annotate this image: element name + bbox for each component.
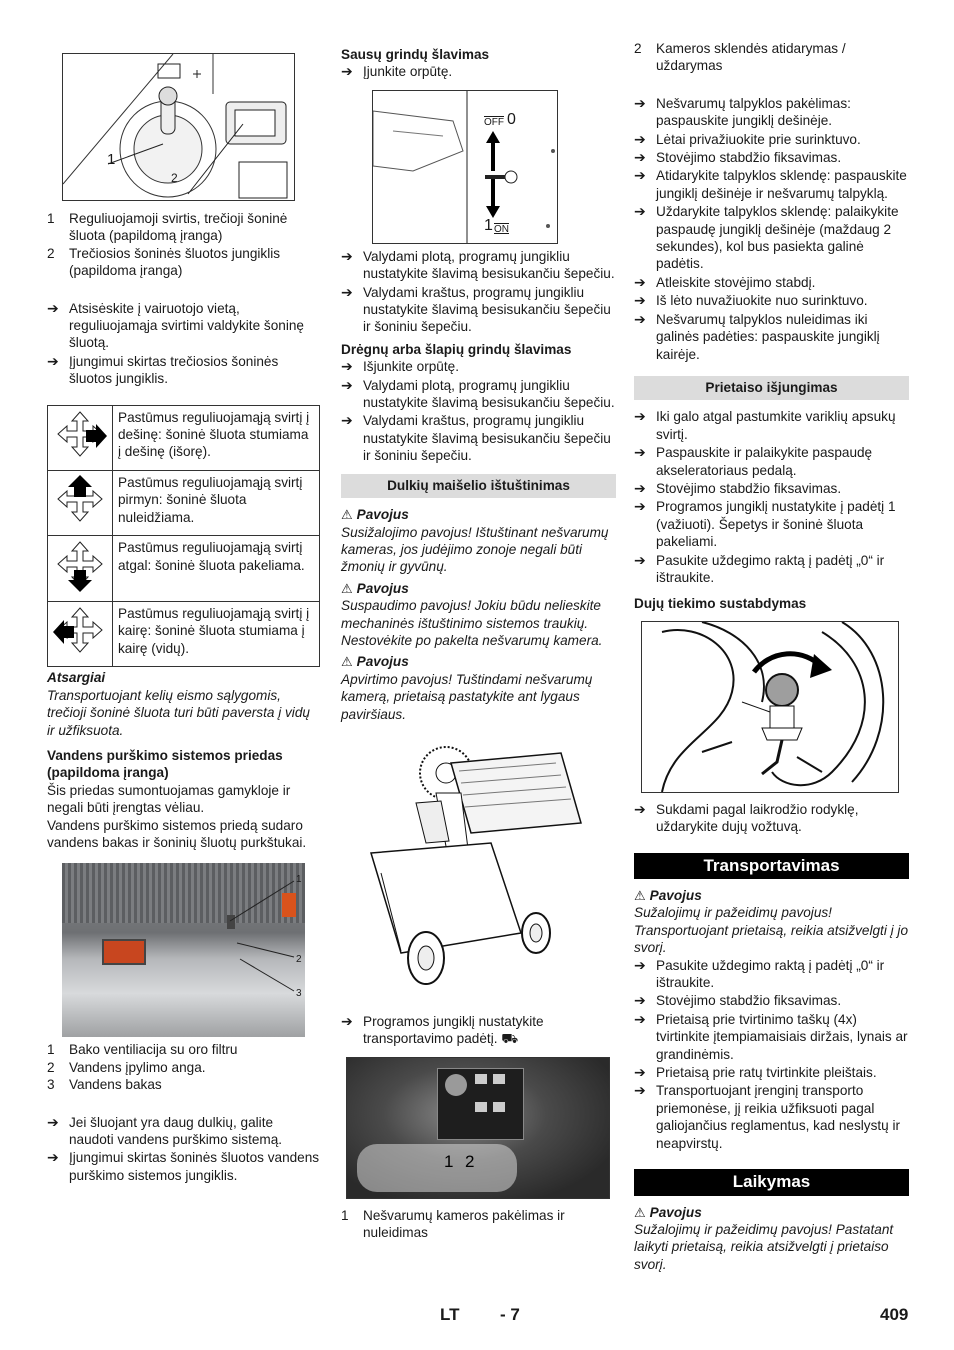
list-item: 1 Nešvarumų kameros pakėlimas ir nuleidimas	[341, 1207, 565, 1241]
column-2	[341, 46, 616, 1242]
instruction-step: ➔ Paspauskite ir palaikykite paspaudę akseleratoriaus pedalą.	[634, 444, 873, 478]
arrow-right-icon: ➔	[634, 956, 646, 973]
instruction-step: ➔ Stovėjimo stabdžio fiksavimas.	[634, 149, 842, 166]
column-1	[47, 40, 320, 1185]
blower-switch-figure	[372, 90, 558, 244]
instruction-step: ➔ Jei šluojant yra daug dulkių, galite naudoti vandens purškimo sistemą.	[47, 1113, 283, 1147]
section-title: Drėgnų arba šlapių grindų šlavimas	[341, 341, 572, 357]
section-title: Vandens purškimo sistemos priedas (papildoma įranga)	[47, 747, 283, 781]
danger-label: ⚠ Pavojus	[341, 654, 409, 670]
warning-triangle-icon: ⚠	[341, 654, 353, 670]
arrow-right-icon: ➔	[634, 408, 646, 425]
instruction-step: ➔ Pasukite uždegimo raktą į padėtį „0“ ir ištraukite.	[634, 956, 885, 991]
instruction-step: ➔ Atleiskite stovėjimo stabdį.	[634, 273, 816, 290]
footer-page-number: 409	[880, 1305, 909, 1324]
caution-title: Atsargiai	[47, 670, 106, 686]
arrow-right-icon: ➔	[634, 498, 646, 515]
switch-one-label: 1	[484, 216, 493, 234]
instruction-step: ➔ Nešvarumų talpyklos nuleidimas iki galinės padėties: paspauskite jungiklį kairėje.	[634, 310, 880, 362]
arrow-right-icon: ➔	[634, 479, 646, 496]
arrow-right-icon: ➔	[634, 130, 646, 147]
direction-table	[47, 405, 320, 668]
arrow-right-icon: ➔	[634, 149, 646, 166]
control-panel-photo	[346, 1057, 610, 1199]
section-header-storage: Laikymas	[634, 1169, 909, 1195]
caution-text: Transportuojant kelių eismo sąlygomis, trečioji šoninė šluota turi būti paversta į vidų ir užfiksuota.	[47, 687, 310, 738]
list-item: 1 Bako ventiliacija su oro filtru	[47, 1042, 238, 1058]
table-row: Pastūmus reguliuojamąją svirtį pirmyn: šoninė šluota nuleidžiama.	[48, 471, 320, 536]
instruction-step: ➔ Programos jungiklį nustatykite transportavimo padėtį. ⛟	[341, 1012, 544, 1047]
section-header: Prietaiso išjungimas	[634, 376, 909, 400]
figure-label-1: 1	[296, 874, 302, 886]
figure-label-1: 1	[444, 1151, 454, 1171]
switch-zero-label: 0	[507, 110, 516, 128]
arrow-right-icon: ➔	[47, 352, 59, 369]
arrow-right-icon: ➔	[634, 1064, 646, 1081]
warning-triangle-icon: ⚠	[341, 580, 353, 596]
instruction-step: ➔ Programos jungiklį nustatykite į padėtį 1 (važiuoti). Šepetys ir šoninė šluota pakeliami.	[634, 498, 896, 550]
instruction-step: ➔ Iki galo atgal pastumkite variklių apsukų svirtį.	[634, 408, 896, 442]
arrow-right-icon: ➔	[341, 63, 353, 80]
instruction-step: ➔ Transportuojant įrenginį transporto priemonėse, jį reikia užfiksuoti pagal galiojančius reglamentus, kad neslystų ir neapvirstų.	[634, 1082, 901, 1151]
paragraph: Vandens purškimo sistemos priedą sudaro vandens bakas ir šoninių šluotų purkštukai.	[47, 817, 307, 850]
list-item: 1 Reguliuojamoji svirtis, trečioji šoninė šluota (papildomą įranga)	[47, 211, 288, 244]
instruction-step: ➔ Stovėjimo stabdžio fiksavimas.	[634, 992, 842, 1009]
arrow-right-icon: ➔	[341, 1012, 353, 1029]
table-row: Pastūmus reguliuojamąją svirtį atgal: šoninė šluota pakeliama.	[48, 536, 320, 601]
arrow-right-icon: ➔	[634, 310, 646, 327]
instruction-step: ➔ Išjunkite orpūtę.	[341, 358, 459, 375]
footer-local-page: - 7	[500, 1305, 520, 1324]
instruction-step: ➔ Valydami kraštus, programų jungikliu nustatykite šlavimą besisukančiu šepečiu ir šoniniu šepečiu.	[341, 412, 611, 464]
paragraph: Šis priedas sumontuojamas gamykloje ir negali būti įrengtas vėliau.	[47, 782, 291, 816]
direction-left-icon	[48, 601, 113, 666]
arrow-right-icon: ➔	[47, 299, 59, 316]
arrow-right-icon: ➔	[634, 94, 646, 111]
instruction-step: ➔ Prietaisą prie tvirtinimo taškų (4x) tvirtinkite įtempiamaisiais diržais, lynais ar grandinėmis.	[634, 1010, 908, 1062]
figure-label-3: 3	[296, 988, 302, 1000]
danger-label: ⚠ Pavojus	[341, 507, 409, 523]
instruction-step: ➔ Pasukite uždegimo raktą į padėtį „0“ ir ištraukite.	[634, 551, 885, 585]
warning-triangle-icon: ⚠	[341, 507, 353, 523]
arrow-right-icon: ➔	[634, 203, 646, 220]
danger-text: Sužalojimų ir pažeidimų pavojus! Pastatant laikyti prietaisą, reikia atsižvelgti į prietaiso svorį.	[634, 1221, 894, 1272]
instruction-step: ➔ Nešvarumų talpyklos pakėlimas: paspauskite jungiklį dešinėje.	[634, 94, 851, 129]
transport-symbol-icon: ⛟	[501, 1031, 519, 1047]
arrow-right-icon: ➔	[634, 273, 646, 290]
instruction-step: ➔ Prietaisą prie ratų tvirtinkite pleištais.	[634, 1064, 877, 1081]
figure-label-2: 2	[171, 171, 178, 185]
instruction-step: ➔ Atidarykite talpyklos sklendę: paspauskite jungiklį dešinėje ir nešvarumų talpyklą.	[634, 167, 907, 201]
instruction-step: ➔ Valydami plotą, programų jungikliu nustatykite šlavimą besisukančiu šepečiu.	[341, 247, 615, 282]
direction-right-icon	[48, 405, 113, 470]
table-row: Pastūmus reguliuojamąją svirtį į kairę: šoninė šluota stumiama į kairę (vidų).	[48, 601, 320, 666]
list-item: 2 Kameros sklendės atidarymas / uždarymas	[634, 41, 846, 74]
water-tank-photo	[62, 863, 305, 1037]
instruction-step: ➔ Uždarykite talpyklos sklendę: palaikykite paspaudę jungiklį dešinėje (maždaug 2 sekundes), kol bus pasiekta galinė padėtis.	[634, 203, 899, 272]
section-header: Dulkių maišelio ištuštinimas	[341, 474, 616, 498]
arrow-right-icon: ➔	[341, 283, 353, 300]
warning-triangle-icon: ⚠	[634, 888, 646, 903]
section-title: Dujų tiekimo sustabdymas	[634, 596, 807, 612]
instruction-step: ➔ Valydami kraštus, programų jungikliu nustatykite šlavimą besisukančiu šepečiu ir šoniniu šepečiu.	[341, 283, 611, 335]
arrow-right-icon: ➔	[634, 1082, 646, 1099]
joystick-figure	[62, 53, 295, 201]
arrow-right-icon: ➔	[634, 992, 646, 1009]
instruction-step: ➔ Lėtai privažiuokite prie surinktuvo.	[634, 130, 861, 147]
danger-text: Sužalojimų ir pažeidimų pavojus! Transportuojant prietaisą, reikia atsižvelgti į jo svorį.	[634, 905, 909, 956]
instruction-step: ➔ Stovėjimo stabdžio fiksavimas.	[634, 479, 842, 496]
switch-off-label: $\overline{OFF}$	[484, 116, 504, 128]
figure-label-2: 2	[465, 1151, 475, 1171]
direction-down-icon	[48, 536, 113, 601]
list-item: 2 Vandens įpylimo anga.	[47, 1059, 206, 1075]
danger-text: Apvirtimo pavojus! Tuštindami nešvarumų kamerą, prietaisą pastatykite ant lygaus paviršiaus.	[341, 671, 593, 722]
instruction-step: ➔ Valydami plotą, programų jungikliu nustatykite šlavimą besisukančiu šepečiu.	[341, 376, 615, 411]
gas-valve-figure	[641, 621, 899, 793]
section-header-transport: Transportavimas	[634, 853, 909, 879]
danger-text: Susižalojimo pavojus! Ištuštinant nešvarumų kameras, jos judėjimo zonoje negali būti žmonių ir gyvūnų.	[341, 524, 609, 575]
figure-label-1: 1	[107, 151, 116, 168]
instruction-step: ➔ Sukdami pagal laikrodžio rodyklę, uždarykite dujų vožtuvą.	[634, 800, 859, 835]
instruction-step: ➔ Atsisėskite į vairuotojo vietą, reguliuojamąja svirtimi valdykite šoninę šluotą.	[47, 299, 304, 351]
sweeper-dump-illustration	[341, 723, 616, 1013]
list-item: 3 Vandens bakas	[47, 1077, 162, 1093]
arrow-right-icon: ➔	[47, 1149, 59, 1166]
instruction-step: ➔ Įjungimui skirtas šoninės šluotos vandens purškimo sistemos jungiklis.	[47, 1149, 320, 1183]
instruction-step: ➔ Įjungimui skirtas trečiosios šoninės šluotos jungiklis.	[47, 352, 279, 387]
list-item: 2 Trečiosios šoninės šluotos jungiklis (papildoma įranga)	[47, 245, 281, 279]
arrow-right-icon: ➔	[634, 551, 646, 568]
arrow-right-icon: ➔	[634, 444, 646, 461]
switch-on-label: ON	[494, 223, 509, 235]
arrow-right-icon: ➔	[341, 358, 353, 375]
table-row: Pastūmus reguliuojamąją svirtį į dešinę: šoninė šluota stumiama į dešinę (išorę).	[48, 405, 320, 470]
column-3	[634, 40, 909, 1273]
figure-label-2: 2	[296, 954, 302, 966]
instruction-step: ➔ Įjunkite orpūtę.	[341, 63, 453, 80]
arrow-right-icon: ➔	[341, 376, 353, 393]
arrow-right-icon: ➔	[634, 292, 646, 309]
arrow-right-icon: ➔	[634, 800, 646, 817]
arrow-right-icon: ➔	[47, 1113, 59, 1130]
direction-up-icon	[48, 471, 113, 536]
instruction-step: ➔ Iš lėto nuvažiuokite nuo surinktuvo.	[634, 292, 868, 309]
section-title: Sausų grindų šlavimas	[341, 47, 490, 62]
danger-label: ⚠ Pavojus	[634, 1204, 702, 1220]
arrow-right-icon: ➔	[341, 412, 353, 429]
arrow-right-icon: ➔	[634, 1010, 646, 1027]
arrow-right-icon: ➔	[341, 247, 353, 264]
arrow-right-icon: ➔	[634, 167, 646, 184]
joystick-illustration	[63, 54, 294, 200]
danger-text: Suspaudimo pavojus! Jokiu būdu nelieskite mechaninės ištuštinimo sistemos traukių. Nestovėkite po pakelta nešvarumų kamera.	[341, 598, 603, 648]
danger-label: ⚠ Pavojus	[634, 888, 702, 903]
danger-label: ⚠ Pavojus	[341, 580, 409, 596]
footer-language: LT	[440, 1305, 460, 1324]
warning-triangle-icon: ⚠	[634, 1204, 646, 1220]
